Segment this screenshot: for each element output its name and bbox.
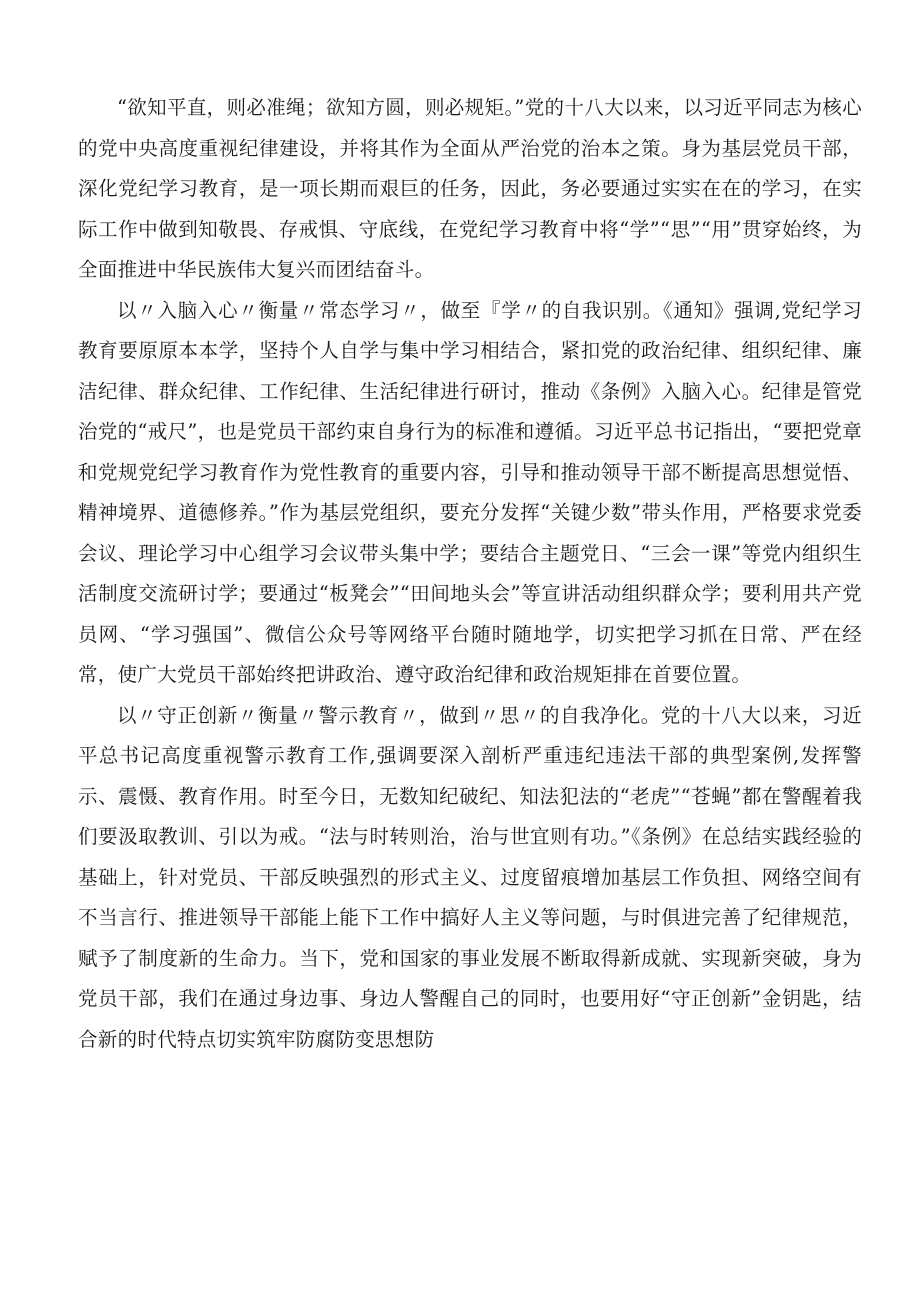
paragraph-study: 以〃入脑入心〃衡量〃常态学习〃，做至『学〃的自我识别。《通知》强调,党纪学习教育要原原本本学，坚持个人自学与集中学习相结合，紧扣党的政治纪律、组织纪律、廉洁纪律、群众纪律、工作纪律、生活纪律进行研讨，推动《条例》入脑入心。纪律是管党治党的“戒尺”，也是党员干部约束自身行为的标准和遵循。习近平总书记指出，“要把党章和党规党纪学习教育作为党性教育的重要内容，引导和推动领导干部不断提高思想觉悟、精神境界、道德修养。”作为基层党组织，要充分发挥“关键少数”带头作用，严格要求党委会议、理论学习中心组学习会议带头集中学；要结合主题党日、“三会一课”等党内组织生活制度交流研讨学；要通过“板凳会”“田间地头会”等宣讲活动组织群众学；要利用共产党员网、“学习强国”、微信公众号等网络平台随时随地学，切实把学习抓在日常、严在经常，使广大党员干部始终把讲政治、遵守政治纪律和政治规矩排在首要位置。: [78, 298, 862, 686]
paragraph-intro: “欲知平直，则必准绳；欲知方圆，则必规矩。”党的十八大以来，以习近平同志为核心的党中央高度重视纪律建设，并将其作为全面从严治党的治本之策。身为基层党员干部，深化党纪学习教育，是一项长期而艰巨的任务，因此，务必要通过实实在在的学习，在实际工作中做到知敬畏、存戒惧、守底线，在党纪学习教育中将“学”“思”“用”贯穿始终，为全面推进中华民族伟大复兴而团结奋斗。: [78, 96, 862, 281]
document-body: [78, 88, 862, 1060]
paragraph-reflection: 以〃守正创新〃衡量〃警示教育〃，做到〃思〃的自我净化。党的十八大以来，习近平总书记高度重视警示教育工作,强调要深入剖析严重违纪违法干部的典型案例,发挥警示、震慑、教育作用。时至今日，无数知纪破纪、知法犯法的“老虎”“苍蝇”都在警醒着我们要汲取教训、引以为戒。“法与时转则治，治与世宜则有功。”《条例》在总结实践经验的基础上，针对党员、干部反映强烈的形式主义、过度留痕增加基层工作负担、网络空间有不当言行、推进领导干部能上能下工作中搞好人主义等问题，与时俱进完善了纪律规范，赋予了制度新的生命力。当下，党和国家的事业发展不断取得新成就、实现新突破，身为党员干部，我们在通过身边事、身边人警醒自己的同时，也要用好“守正创新”金钥匙，结合新的时代特点切实筑牢防腐防变思想防: [78, 703, 862, 1051]
